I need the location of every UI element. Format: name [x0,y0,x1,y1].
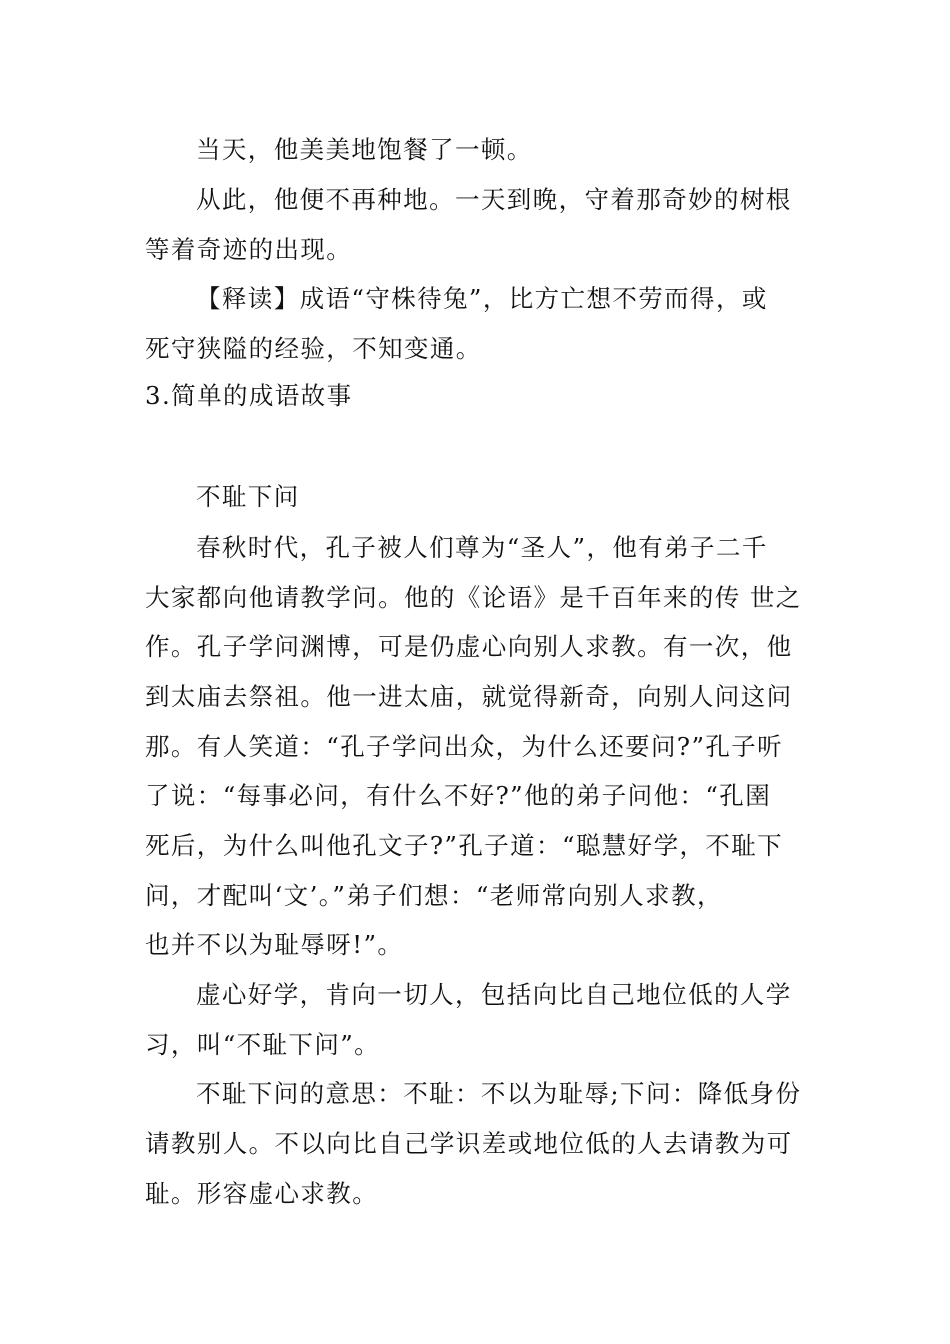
paragraph-line: 习，叫“不耻下问”。 [145,1030,381,1059]
paragraph-line: 请教别人。不以向比自己学识差或地位低的人去请教为可 [145,1129,793,1158]
paragraph-line: 耻。形容虚心求教。 [145,1179,379,1208]
paragraph-line: 【释读】成语“守株待兔”，比方亡想不劳而得，或 [196,284,768,313]
paragraph-line: 作。孔子学问渊博，可是仍虚心向别人求教。有一次，他 [145,632,793,661]
paragraph-line: 虚心好学，肯向一切人，包括向比自己地位低的人学 [196,980,792,1009]
paragraph-line: 也并不以为耻辱呀!”。 [145,930,404,959]
paragraph-line: 问，才配叫‘文’。”弟子们想：“老师常向别人求教， [145,881,723,910]
paragraph-line: 到太庙去祭祖。他一进太庙，就觉得新奇，向别人问这问 [145,682,793,711]
paragraph-line: 不耻下问的意思：不耻：不以为耻辱;下问：降低身份 [196,1079,802,1108]
paragraph-line: 当天，他美美地饱餐了一顿。 [196,135,533,164]
section-heading: 3.简单的成语故事 [145,381,353,410]
paragraph-line: 死后，为什么叫他孔文子?”孔子道：“聪慧好学，不耻下 [145,831,784,860]
paragraph-line: 等着奇迹的出现。 [145,235,353,264]
paragraph-line: 死守狭隘的经验，不知变通。 [145,334,482,363]
paragraph-line: 从此，他便不再种地。一天到晚，守着那奇妙的树根 [196,185,792,214]
paragraph-line: 那。有人笑道：“孔子学问出众，为什么还要问?”孔子听 [145,732,784,761]
story-title: 不耻下问 [196,482,300,511]
paragraph-line: 了说：“每事必问，有什么不好?”他的弟子问他：“孔圉 [145,781,772,810]
paragraph-line: 大家都向他请教学问。他的《论语》是千百年来的传 世之 [145,583,802,612]
paragraph-line: 春秋时代，孔子被人们尊为“圣人”，他有弟子二千 [196,533,768,562]
